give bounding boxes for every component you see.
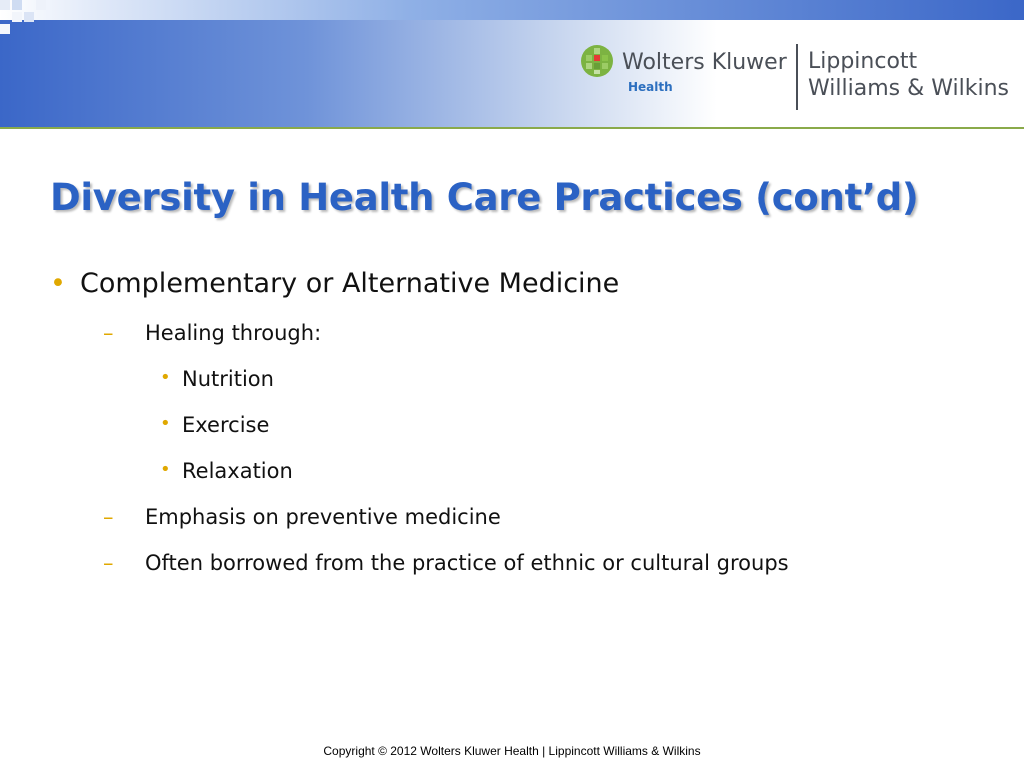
header-rule — [0, 127, 1024, 129]
sub-sub-bullet-item — [160, 459, 293, 483]
sub-bullet-item — [103, 551, 789, 575]
sub-bullet-item — [103, 321, 322, 345]
lww-line-2: Williams & Wilkins — [808, 76, 1009, 101]
sub-bullet-item — [103, 505, 501, 529]
bullet-text: Relaxation — [182, 459, 293, 483]
dash-marker: – — [103, 551, 114, 575]
bullet-text: Often borrowed from the practice of ethnic or cultural groups — [145, 551, 789, 575]
bullet-marker: • — [160, 459, 171, 480]
lww-wordmark — [808, 48, 1009, 102]
decorative-squares — [0, 0, 60, 40]
dash-marker: – — [103, 505, 114, 529]
bullet-text: Exercise — [182, 413, 270, 437]
bullet-text: Nutrition — [182, 367, 274, 391]
bullet-marker: • — [160, 367, 171, 388]
bullet-marker: • — [160, 413, 171, 434]
sub-sub-bullet-item — [160, 367, 274, 391]
health-wordmark: Health — [628, 80, 673, 94]
logo-divider — [796, 44, 798, 110]
lww-line-1: Lippincott — [808, 49, 918, 74]
bullet-text: Complementary or Alternative Medicine — [80, 268, 620, 299]
sub-sub-bullet-item — [160, 413, 270, 437]
bullet-text: Emphasis on preventive medicine — [145, 505, 501, 529]
slide-title: Diversity in Health Care Practices (cont’d) — [50, 176, 919, 219]
copyright-footer — [0, 744, 1024, 758]
publisher-logo — [580, 42, 1020, 112]
header-top-gradient — [0, 0, 1024, 20]
wolters-kluwer-globe-icon — [580, 44, 614, 78]
bullet-text: Healing through: — [145, 321, 322, 345]
bullet-item — [50, 268, 620, 299]
bullet-marker: • — [50, 268, 66, 299]
dash-marker: – — [103, 321, 114, 345]
copyright-text: Copyright © 2012 Wolters Kluwer Health | Lippincott Williams & Wilkins — [323, 744, 701, 758]
wolters-kluwer-wordmark: Wolters Kluwer — [622, 50, 787, 75]
